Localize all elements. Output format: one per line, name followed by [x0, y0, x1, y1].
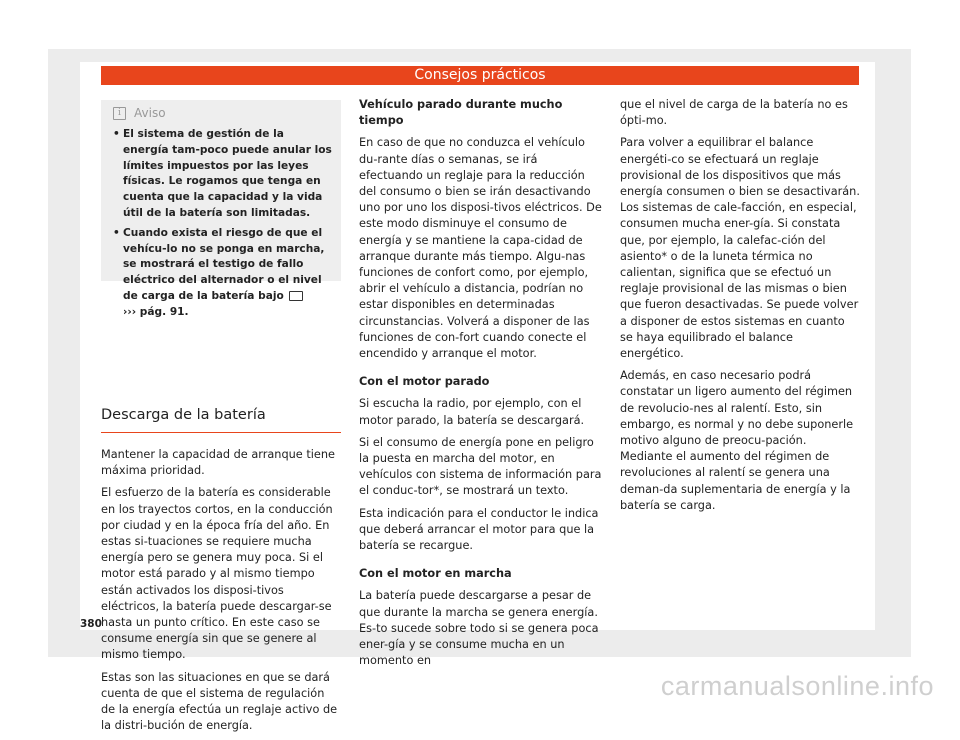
watermark: carmanualsonline.info [660, 671, 934, 701]
subheading: Con el motor parado [359, 375, 490, 389]
paragraph: Estas son las situaciones en que se dará cuenta de que el sistema de regulación de la energía efectúa un reglaje activo de la distri-bución de energía. [101, 670, 338, 733]
notice-item [113, 226, 333, 321]
column-1 [101, 100, 341, 740]
notice-item-text: El sistema de gestión de la energía tam-poco puede anular los límites impuestos por las leyes físicas. Le rogamos que tenga en cuenta que la capacidad y la vida útil de la batería son limitadas. [123, 128, 332, 219]
paragraph: Para volver a equilibrar el balance energéti-co se efectuará un reglaje provisional de los dispositivos que más energía consumen o bien se desactivarán. Los sistemas de cale-facción, en especial, consumen mucha ener-gía. Si constata que, por ejemplo, la calefac-ción del asiento* o de la luneta térmica no calientan, significa que se efectuó un reglaje provisional de las mismas o bien que fueron desactivadas. Se puede volver a disponer de estos sistemas en cuanto se haya equilibrado el balance energético. [620, 136, 860, 361]
page-number: 380 [80, 618, 102, 630]
paragraph: La batería puede descargarse a pesar de que durante la marcha se genera energía. Es-to sucede sobre todo si se genera poca ener-gía y se consume mucha en un momento en [359, 589, 599, 668]
notice-item-text [123, 226, 333, 321]
bullet-icon: • [113, 128, 120, 140]
bullet-icon: • [113, 226, 120, 239]
info-icon: i [113, 107, 126, 120]
paragraph: En caso de que no conduzca el vehículo du-rante días o semanas, se irá efectuando un reglaje para la reducción del consumo o bien se irán desactivando uno por uno los disposi-tivos eléctricos. De este modo disminuye el consumo de energía y se mantiene la capa-cidad de arranque durante más tiempo. Algu-nas funciones de confort como, por ejemplo, abrir el vehículo a distancia, podrían no estar disponibles en determinadas circunstancias. Volverá a disponer de las funciones de con-fort cuando conecte el encendido y arranque el motor. [359, 136, 602, 361]
paragraph: Además, en caso necesario podrá constatar un ligero aumento del régimen de revolucio-nes al ralentí. Esto, sin embargo, es normal y no debe suponerle motivo alguno de preocu-pación. Mediante el aumento del régimen de revoluciones al ralentí se genera una deman-da suplementaria de energía y la batería se carga. [620, 369, 854, 512]
paragraph: Esta indicación para el conductor le indica que deberá arrancar el motor para que la batería se recargue. [359, 506, 599, 553]
paragraph: Mantener la capacidad de arranque tiene máxima prioridad. [101, 448, 335, 478]
chapter-header: Consejos prácticos [101, 66, 859, 85]
notice-item-text-body: Cuando exista el riesgo de que el vehícu-lo no se ponga en marcha, se mostrará el testigo de fallo eléctrico del alternador o el nivel de carga de la batería bajo [123, 226, 325, 302]
notice-title: Aviso [134, 105, 166, 120]
subheading: Con el motor en marcha [359, 567, 512, 581]
column-3 [620, 97, 860, 520]
page-reference-link[interactable]: ››› pág. 91. [123, 305, 189, 318]
section-title: Descarga de la batería [101, 406, 341, 433]
paragraph: que el nivel de carga de la batería no es ópti-mo. [620, 98, 848, 128]
paragraph: El esfuerzo de la batería es considerable en los trayectos cortos, en la conducción por ciudad y en la época fría del año. En estas si-tuaciones se requiere mucha energía pero se genera muy poca. Si el motor está parado y al mismo tiempo están activados los disposi-tivos eléctricos, la batería puede descargar-se hasta un punto crítico. En este caso se consume energía sin que se genere al mismo tiempo. [101, 486, 333, 662]
subheading: Vehículo parado durante mucho tiempo [359, 98, 563, 128]
paragraph: Si escucha la radio, por ejemplo, con el motor parado, la batería se descargará. [359, 397, 585, 427]
column-2 [359, 97, 603, 676]
notice-header [113, 103, 333, 123]
notice-box [101, 100, 341, 318]
paragraph: Si el consumo de energía pone en peligro la puesta en marcha del motor, en vehículos con sistema de información para el conduc-tor*, se mostrará un texto. [359, 435, 602, 498]
notice-item [113, 127, 333, 222]
battery-icon [289, 291, 303, 301]
